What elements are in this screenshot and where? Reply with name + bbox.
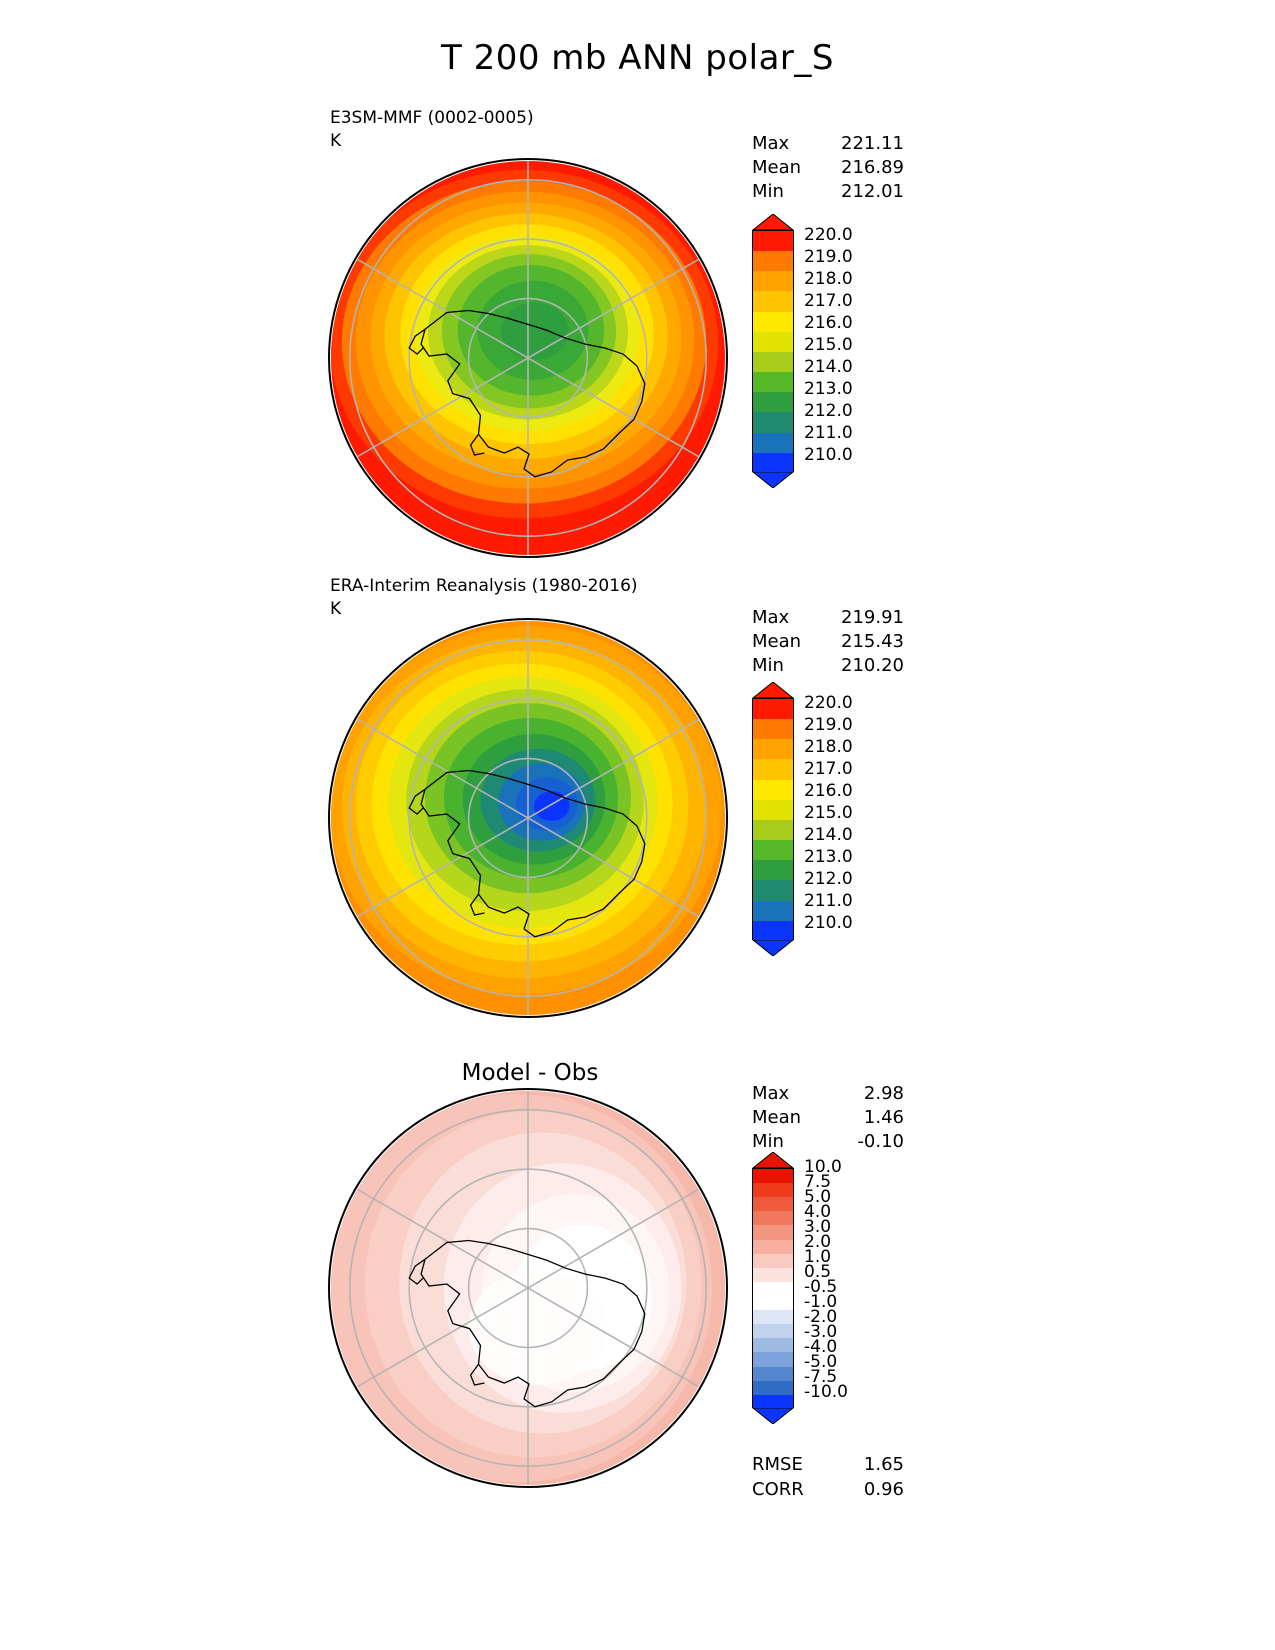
panel-caption: ERA-Interim Reanalysis (1980-2016) bbox=[330, 576, 638, 596]
colorbar-tick-label: 1.0 bbox=[804, 1247, 832, 1267]
colorbar-segment bbox=[753, 1169, 793, 1183]
colorbar-bottom-arrow bbox=[752, 1408, 794, 1424]
colorbar-segment bbox=[753, 1338, 793, 1352]
colorbar-segment bbox=[753, 1254, 793, 1268]
colorbar-segment bbox=[753, 372, 793, 392]
colorbar-segment bbox=[753, 1381, 793, 1395]
panel-caption: E3SM-MMF (0002-0005) bbox=[330, 108, 534, 128]
stat-min-label: Min bbox=[752, 655, 784, 676]
colorbar-segment bbox=[753, 1225, 793, 1239]
stat-mean-label: Mean bbox=[752, 631, 802, 652]
colorbar-segment bbox=[753, 291, 793, 311]
colorbar-segment bbox=[753, 800, 793, 820]
stat-mean-value: 1.46 bbox=[863, 1107, 904, 1128]
colorbar-segment bbox=[753, 1367, 793, 1381]
stat-min-value: 212.01 bbox=[841, 181, 904, 202]
colorbar-segment bbox=[753, 1211, 793, 1225]
colorbar-tick-label: 218.0 bbox=[804, 269, 853, 289]
map-contours-obs bbox=[330, 620, 726, 1016]
colorbar-segment bbox=[753, 1296, 793, 1310]
colorbar-segment bbox=[753, 739, 793, 759]
colorbar-tick-label: 220.0 bbox=[804, 225, 853, 245]
colorbar-top-arrow bbox=[752, 214, 794, 230]
stat-max-value: 219.91 bbox=[841, 607, 904, 628]
colorbar-body bbox=[752, 230, 794, 472]
corr-label: CORR bbox=[752, 1479, 804, 1500]
colorbar-tick-label: -7.5 bbox=[804, 1367, 838, 1387]
polar-map-obs bbox=[318, 618, 738, 1018]
stat-mean-value: 215.43 bbox=[841, 631, 904, 652]
colorbar-segment bbox=[753, 759, 793, 779]
colorbar-segment bbox=[753, 901, 793, 921]
colorbar-segment bbox=[753, 251, 793, 271]
colorbar-segment bbox=[753, 412, 793, 432]
colorbar-tick-label: 2.0 bbox=[804, 1232, 832, 1252]
colorbar-tick-labels bbox=[804, 1157, 924, 1402]
colorbar-segment bbox=[753, 1352, 793, 1366]
rmse-label: RMSE bbox=[752, 1454, 803, 1475]
colorbar-segment bbox=[753, 332, 793, 352]
globe-disc bbox=[328, 158, 728, 558]
stats-block bbox=[752, 132, 904, 204]
colorbar-tick-label: 213.0 bbox=[804, 847, 853, 867]
colorbar-segment bbox=[753, 1197, 793, 1211]
globe-disc bbox=[328, 1088, 728, 1488]
stat-max-value: 2.98 bbox=[863, 1083, 904, 1104]
colorbar-tick-label: 0.5 bbox=[804, 1262, 832, 1282]
panel-caption: Model - Obs bbox=[461, 1060, 599, 1086]
colorbar-segment bbox=[753, 1324, 793, 1338]
colorbar-bottom-arrow bbox=[752, 472, 794, 488]
colorbar-tick-label: 217.0 bbox=[804, 759, 853, 779]
colorbar-segment bbox=[753, 780, 793, 800]
page-title: T 200 mb ANN polar_S bbox=[441, 38, 834, 78]
colorbar-tick-label: 213.0 bbox=[804, 379, 853, 399]
stat-min-value: -0.10 bbox=[857, 1131, 904, 1152]
colorbar-segment bbox=[753, 840, 793, 860]
corr-value: 0.96 bbox=[863, 1479, 904, 1500]
colorbar-segment bbox=[753, 1395, 793, 1409]
rmse-value: 1.65 bbox=[863, 1454, 904, 1475]
polar-map-model bbox=[318, 158, 738, 558]
colorbar-tick-labels bbox=[804, 692, 924, 934]
colorbar-tick-label: -3.0 bbox=[804, 1322, 838, 1342]
colorbar-segment bbox=[753, 1310, 793, 1324]
stat-max-label: Max bbox=[752, 1083, 790, 1104]
colorbar-tick-label: 210.0 bbox=[804, 445, 853, 465]
colorbar-segment bbox=[753, 352, 793, 372]
colorbar-tick-label: 210.0 bbox=[804, 913, 853, 933]
colorbar-tick-label: 211.0 bbox=[804, 891, 853, 911]
colorbar-segment bbox=[753, 312, 793, 332]
panel-units: K bbox=[330, 599, 342, 619]
stat-min-label: Min bbox=[752, 181, 784, 202]
colorbar-tick-label: 216.0 bbox=[804, 781, 853, 801]
colorbar-tick-label: 218.0 bbox=[804, 737, 853, 757]
colorbar-tick-label: -4.0 bbox=[804, 1337, 838, 1357]
colorbar-segment bbox=[753, 699, 793, 719]
colorbar-segment bbox=[753, 880, 793, 900]
colorbar-tick-label: 211.0 bbox=[804, 423, 853, 443]
colorbar-segment bbox=[753, 820, 793, 840]
footer-stats bbox=[752, 1452, 904, 1502]
stat-max-label: Max bbox=[752, 133, 790, 154]
stat-min-value: 210.20 bbox=[841, 655, 904, 676]
colorbar-segment bbox=[753, 1282, 793, 1296]
panel-units: K bbox=[330, 131, 342, 151]
colorbar-segment bbox=[753, 1240, 793, 1254]
colorbar-tick-label: -5.0 bbox=[804, 1352, 838, 1372]
stats-block bbox=[752, 1082, 904, 1154]
polar-map-difference bbox=[318, 1088, 738, 1488]
colorbar-tick-label: 212.0 bbox=[804, 869, 853, 889]
colorbar-tick-label: 215.0 bbox=[804, 803, 853, 823]
colorbar-tick-label: 220.0 bbox=[804, 693, 853, 713]
colorbar-tick-label: 4.0 bbox=[804, 1202, 832, 1222]
colorbar-tick-label: 5.0 bbox=[804, 1187, 832, 1207]
colorbar-segment bbox=[753, 921, 793, 941]
colorbar-tick-label: 3.0 bbox=[804, 1217, 832, 1237]
colorbar-tick-label: 219.0 bbox=[804, 247, 853, 267]
map-contours-model bbox=[330, 160, 726, 556]
colorbar-segment bbox=[753, 392, 793, 412]
stat-mean-label: Mean bbox=[752, 157, 802, 178]
colorbar-segment bbox=[753, 860, 793, 880]
colorbar-tick-label: 10.0 bbox=[804, 1157, 842, 1177]
colorbar-segment bbox=[753, 1268, 793, 1282]
colorbar-tick-label: 212.0 bbox=[804, 401, 853, 421]
colorbar-top-arrow bbox=[752, 682, 794, 698]
colorbar-tick-label: -10.0 bbox=[804, 1382, 848, 1402]
colorbar-tick-labels bbox=[804, 224, 924, 466]
colorbar-tick-label: -2.0 bbox=[804, 1307, 838, 1327]
colorbar-body bbox=[752, 698, 794, 940]
colorbar-segment bbox=[753, 719, 793, 739]
map-contours-difference bbox=[330, 1090, 726, 1486]
colorbar-segment bbox=[753, 433, 793, 453]
stat-mean-label: Mean bbox=[752, 1107, 802, 1128]
colorbar-segment bbox=[753, 453, 793, 473]
globe-disc bbox=[328, 618, 728, 1018]
colorbar-segment bbox=[753, 271, 793, 291]
colorbar-tick-label: 219.0 bbox=[804, 715, 853, 735]
stat-min-label: Min bbox=[752, 1131, 784, 1152]
stats-block bbox=[752, 606, 904, 678]
colorbar-tick-label: 215.0 bbox=[804, 335, 853, 355]
colorbar-tick-label: 217.0 bbox=[804, 291, 853, 311]
colorbar-tick-label: 216.0 bbox=[804, 313, 853, 333]
colorbar-tick-label: 214.0 bbox=[804, 825, 853, 845]
colorbar-bottom-arrow bbox=[752, 940, 794, 956]
colorbar-tick-label: 7.5 bbox=[804, 1172, 832, 1192]
colorbar-segment bbox=[753, 231, 793, 251]
stat-max-value: 221.11 bbox=[841, 133, 904, 154]
colorbar-tick-label: -0.5 bbox=[804, 1277, 838, 1297]
colorbar-top-arrow bbox=[752, 1152, 794, 1168]
stat-max-label: Max bbox=[752, 607, 790, 628]
stat-mean-value: 216.89 bbox=[841, 157, 904, 178]
colorbar-body bbox=[752, 1168, 794, 1408]
colorbar-segment bbox=[753, 1183, 793, 1197]
colorbar-tick-label: -1.0 bbox=[804, 1292, 838, 1312]
colorbar-tick-label: 214.0 bbox=[804, 357, 853, 377]
